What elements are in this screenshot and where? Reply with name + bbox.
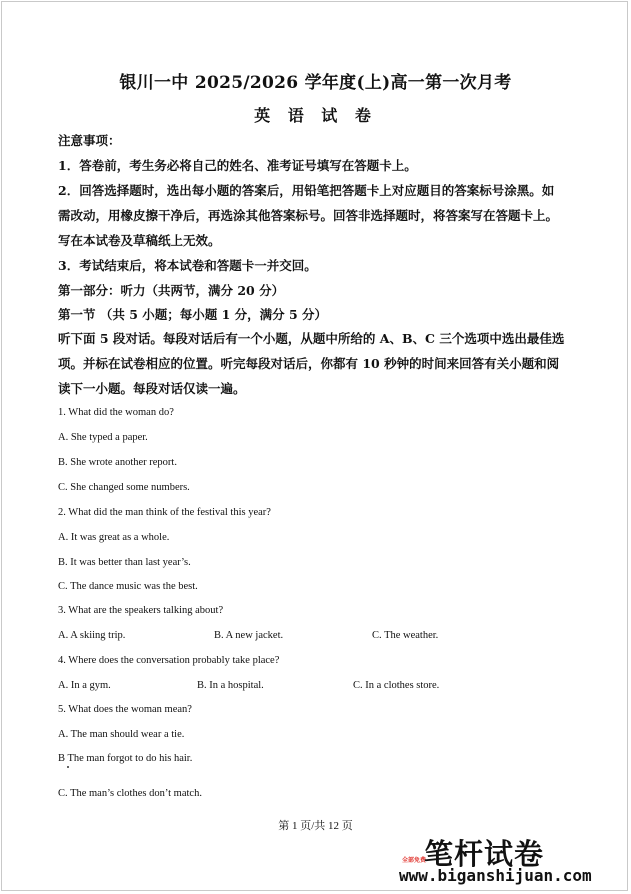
stray-dot <box>67 766 69 768</box>
question-4-option-a: A. In a gym. <box>58 680 111 691</box>
exam-title: 银川一中 2025/2026 学年度(上)高一第一次月考 <box>119 73 512 93</box>
question-1-option-a: A. She typed a paper. <box>58 432 148 443</box>
notice-line-3: 3．考试结束后，将本试卷和答题卡一并交回。 <box>58 258 317 273</box>
question-5-option-c: C. The man’s clothes don’t match. <box>58 788 202 799</box>
question-3-stem: 3. What are the speakers talking about? <box>58 605 224 616</box>
question-5-option-b: B The man forgot to do his hair. <box>58 753 193 764</box>
section1-heading: 第一节 （共 5 小题；每小题 1 分，满分 5 分） <box>58 307 328 322</box>
question-3-option-b: B. A new jacket. <box>214 630 284 641</box>
question-1-option-c: C. She changed some numbers. <box>58 482 190 493</box>
exam-subtitle: 英 语 试 卷 <box>254 106 377 125</box>
question-2-option-b: B. It was better than last year’s. <box>58 557 191 568</box>
notice-heading: 注意事项： <box>58 133 121 148</box>
notice-line-2b: 需改动，用橡皮擦干净后，再选涂其他答案标号。回答非选择题时，将答案写在答题卡上。 <box>58 208 559 223</box>
notice-line-2c: 写在本试卷及草稿纸上无效。 <box>58 233 221 248</box>
notice-line-2a: 2．回答选择题时，选出每小题的答案后，用铅笔把答题卡上对应题目的答案标号涂黑。如 <box>58 183 555 198</box>
question-1-option-b: B. She wrote another report. <box>58 457 177 468</box>
question-3-option-a: A. A skiing trip. <box>58 630 126 641</box>
part1-heading: 第一部分：听力（共两节，满分 20 分） <box>58 283 285 298</box>
question-4-option-c: C. In a clothes store. <box>353 680 440 691</box>
page-number: 第 1 页/共 12 页 <box>278 820 353 832</box>
instruction-line-2: 项。并标在试卷相应的位置。听完每段对话后，你都有 10 秒钟的时间来回答有关小题和阅 <box>58 356 560 371</box>
question-2-option-c: C. The dance music was the best. <box>58 581 198 592</box>
question-2-option-a: A. It was great as a whole. <box>58 532 170 543</box>
question-2-stem: 2. What did the man think of the festival this year? <box>58 507 271 518</box>
question-5-stem: 5. What does the woman mean? <box>58 704 192 715</box>
notice-line-1: 1．答卷前，考生务必将自己的姓名、准考证号填写在答题卡上。 <box>58 158 417 173</box>
instruction-line-3: 读下一小题。每段对话仅读一遍。 <box>58 381 246 396</box>
watermark-brand: 笔杆试卷 <box>424 837 545 871</box>
question-1-stem: 1. What did the woman do? <box>58 407 174 418</box>
question-4-stem: 4. Where does the conversation probably take place? <box>58 655 280 666</box>
watermark-url: www.biganshijuan.com <box>399 866 592 885</box>
question-5-option-a: A. The man should wear a tie. <box>58 729 185 740</box>
question-4-option-b: B. In a hospital. <box>197 680 264 691</box>
instruction-line-1: 听下面 5 段对话。每段对话后有一个小题，从题中所给的 A、B、C 三个选项中选出最佳选 <box>58 331 565 346</box>
question-3-option-c: C. The weather. <box>372 630 439 641</box>
watermark-tag: 全部免费 <box>402 857 427 864</box>
